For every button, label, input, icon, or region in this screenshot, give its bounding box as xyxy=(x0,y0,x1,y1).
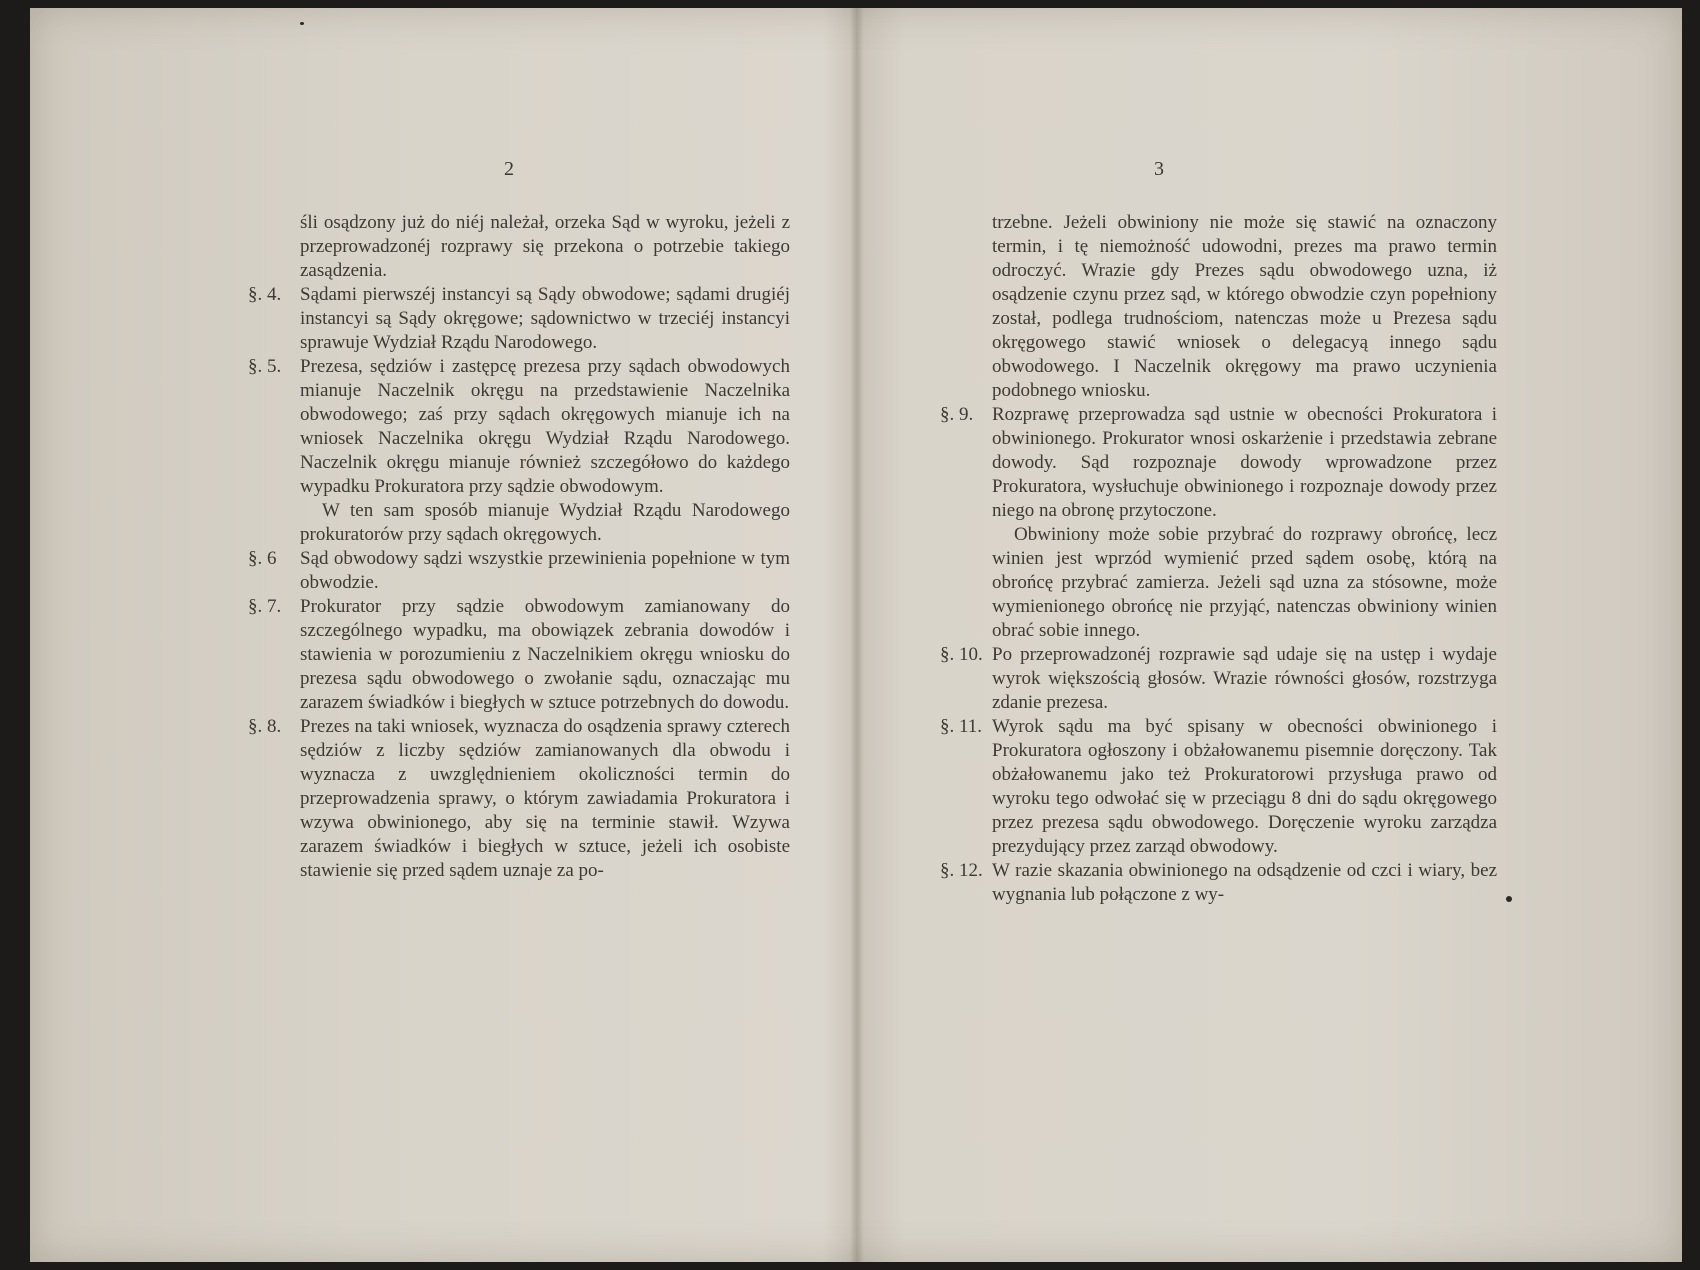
paragraph xyxy=(300,211,790,283)
section-number: §. 4. xyxy=(248,284,282,305)
paragraph xyxy=(248,547,790,595)
paragraph-text: Obwiniony może sobie przybrać do rozprawy obrońcę, lecz winien jest wprzód wymienić przed sądem osobę, którą na obrońcę przybrać zamierza. Jeżeli sąd uzna za stósowne, może wymienionego obrońcę nie przyjąć, natenczas obwiniony winien obrać sobie innego. xyxy=(992,524,1497,641)
paragraph-text: Prokurator przy sądzie obwodowym zamianowany do szczególnego wypadku, ma obowiązek zebrania dowodów i stawienia w porozumieniu z Naczelnikiem okręgu wniosku do prezesa sądu obwodowego o zwołanie sądu, oznaczając mu zarazem świadków i biegłych w sztuce potrzebnych do dowodu. xyxy=(300,596,790,713)
section-number: §. 8. xyxy=(248,716,282,737)
section-number: §. 11. xyxy=(940,716,983,737)
document-sheet xyxy=(30,8,1682,1262)
right-text-column xyxy=(940,211,1497,907)
page-fold xyxy=(850,8,864,1262)
left-page xyxy=(30,8,850,1262)
paragraph xyxy=(248,283,790,355)
paragraph-text: W razie skazania obwinionego na odsądzenie od czci i wiary, bez wygnania lub połączone z wy- xyxy=(992,860,1497,905)
ink-speck xyxy=(1506,896,1512,902)
right-page xyxy=(864,8,1682,1262)
ink-speck xyxy=(300,22,304,25)
paragraph xyxy=(300,499,790,547)
paragraph-text: śli osądzony już do niéj należał, orzeka Sąd w wyroku, jeżeli z przeprowadzonéj rozprawy się przekona o potrzebie takiego zasądzenia. xyxy=(300,212,790,281)
paragraph xyxy=(992,523,1497,643)
paragraph-text: Rozprawę przeprowadza sąd ustnie w obecności Prokuratora i obwinionego. Prokurator wnosi oskarżenie i przedstawia zebrane dowody. Sąd rozpoznaje dowody wprowadzone przez Prokuratora, wysłuchuje obwinionego i rozpoznaje dowody przez niego na obronę przytoczone. xyxy=(992,404,1497,521)
section-number: §. 9. xyxy=(940,404,974,425)
paragraph-text: Sądami pierwszéj instancyi są Sądy obwodowe; sądami drugiéj instancyi są Sądy okręgowe; sądownictwo w trzeciéj instancyi sprawuje Wydział Rządu Narodowego. xyxy=(300,284,790,353)
left-text-column xyxy=(248,211,790,883)
page-number: 2 xyxy=(504,158,514,180)
paragraph xyxy=(992,211,1497,403)
section-number: §. 5. xyxy=(248,356,282,377)
paragraph xyxy=(940,715,1497,859)
page-number: 3 xyxy=(1154,158,1164,180)
paragraph xyxy=(248,595,790,715)
paragraph xyxy=(940,859,1497,907)
paragraph-text: Po przeprowadzonéj rozprawie sąd udaje się na ustęp i wydaje wyrok większością głosów. Wrazie równości głosów, rozstrzyga zdanie prezesa. xyxy=(992,644,1497,713)
section-number: §. 12. xyxy=(940,860,983,881)
paragraph-text: Prezes na taki wniosek, wyznacza do osądzenia sprawy czterech sędziów z liczby sędziów zamianowanych dla obwodu i wyznacza z uwzględnieniem okoliczności termin do przeprowadzenia sprawy, o którym zawiadamia Prokuratora i wzywa obwinionego, aby się na terminie stawił. Wzywa zarazem świadków i biegłych w sztuce, jeżeli ich osobiste stawienie się przed sądem uznaje za po- xyxy=(300,716,790,881)
paragraph-text: Prezesa, sędziów i zastępcę prezesa przy sądach obwodowych mianuje Naczelnik okręgu na przedstawienie Naczelnika obwodowego; zaś przy sądach okręgowych mianuje ich na wniosek Naczelnika okręgu Wydział Rządu Narodowego. Naczelnik okręgu mianuje również szczegółowo do każdego wypadku Prokuratora przy sądzie obwodowym. xyxy=(300,356,790,497)
paragraph xyxy=(248,355,790,499)
paragraph-text: Sąd obwodowy sądzi wszystkie przewinienia popełnione w tym obwodzie. xyxy=(300,548,790,593)
section-number: §. 6 xyxy=(248,548,277,569)
section-number: §. 7. xyxy=(248,596,282,617)
paragraph xyxy=(940,643,1497,715)
paragraph-text: Wyrok sądu ma być spisany w obecności obwinionego i Prokuratora ogłoszony i obżałowanemu pisemnie doręczony. Tak obżałowanemu jako też Prokuratorowi przysługa prawo od wyroku tego odwołać się w przeciągu 8 dni do sądu okręgowego przez prezesa sądu obwodowego. Doręczenie wyroku zarządza prezydujący przez zarząd obwodowy. xyxy=(992,716,1497,857)
paragraph xyxy=(248,715,790,883)
paragraph-text: W ten sam sposób mianuje Wydział Rządu Narodowego prokuratorów przy sądach okręgowych. xyxy=(300,500,790,545)
paragraph-text: trzebne. Jeżeli obwiniony nie może się stawić na oznaczony termin, i tę niemożność udowodni, prezes ma prawo termin odroczyć. Wrazie gdy Prezes sądu obwodowego uzna, iż osądzenie czynu przez sąd, w którego obwodzie czyn popełniony został, podlega trudnościom, natenczas może u Prezesa sądu okręgowego stawić wniosek o delegacyą innego sądu obwodowego. I Naczelnik okręgowy ma prawo uczynienia podobnego wniosku. xyxy=(992,212,1497,401)
paragraph xyxy=(940,403,1497,523)
section-number: §. 10. xyxy=(940,644,983,665)
